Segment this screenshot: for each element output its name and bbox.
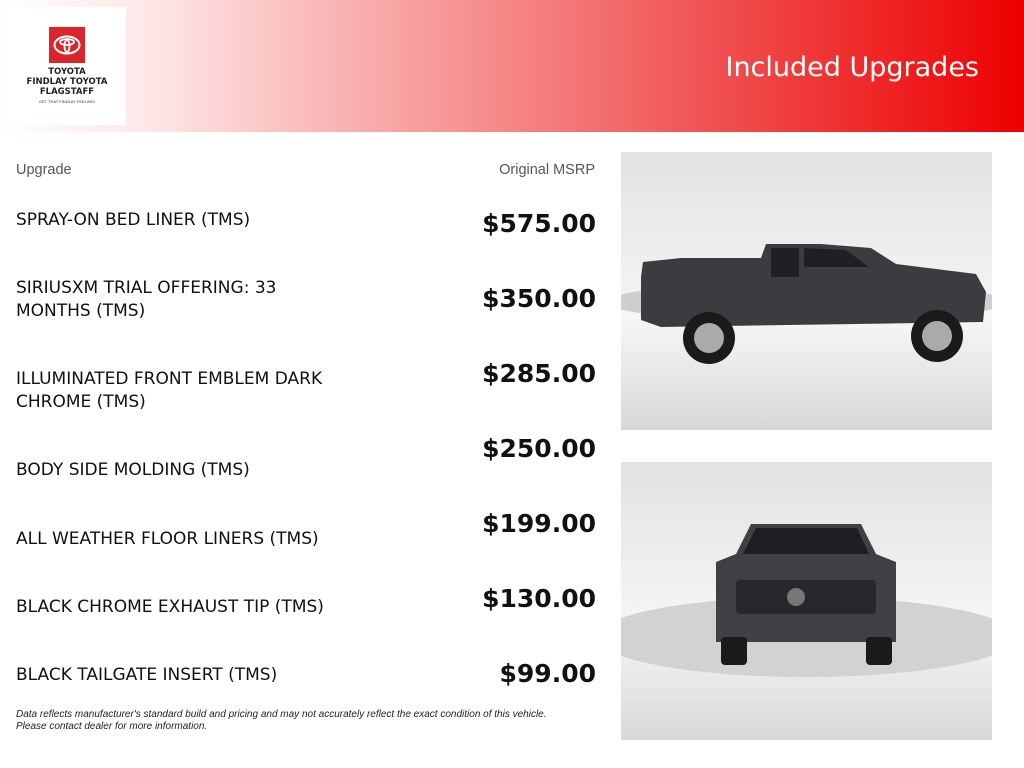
upgrade-name: SIRIUSXM TRIAL OFFERING: 33 MONTHS (TMS) bbox=[16, 278, 277, 321]
vehicle-side-photo bbox=[621, 152, 992, 430]
upgrade-price: $130.00 bbox=[482, 584, 596, 613]
page-title: Included Upgrades bbox=[725, 52, 979, 83]
vehicle-front-photo bbox=[621, 462, 992, 740]
upgrade-name: ALL WEATHER FLOOR LINERS (TMS) bbox=[16, 529, 319, 549]
dealer-logo: TOYOTA FINDLAY TOYOTA FLAGSTAFF GET THAT FINDLAY FEELING! bbox=[8, 7, 126, 125]
column-header-msrp: Original MSRP bbox=[499, 162, 595, 178]
upgrade-name: BLACK TAILGATE INSERT (TMS) bbox=[16, 665, 278, 685]
upgrade-name: ILLUMINATED FRONT EMBLEM DARK CHROME (TMS) bbox=[16, 369, 323, 412]
upgrade-name: BODY SIDE MOLDING (TMS) bbox=[16, 460, 250, 480]
upgrade-price: $250.00 bbox=[482, 434, 596, 463]
disclaimer: Data reflects manufacturer's standard build and pricing and may not accurately reflect the exact condition of this vehicle. Please contact dealer for more information. bbox=[16, 709, 547, 732]
upgrade-name: BLACK CHROME EXHAUST TIP (TMS) bbox=[16, 597, 324, 617]
upgrade-price: $350.00 bbox=[482, 284, 596, 313]
upgrade-name: SPRAY-ON BED LINER (TMS) bbox=[16, 210, 251, 230]
header-banner bbox=[0, 0, 1024, 132]
upgrade-price: $99.00 bbox=[499, 659, 596, 688]
toyota-emblem-icon bbox=[49, 27, 85, 63]
upgrade-price: $285.00 bbox=[482, 359, 596, 388]
upgrade-price: $199.00 bbox=[482, 509, 596, 538]
upgrade-price: $575.00 bbox=[482, 209, 596, 238]
column-header-upgrade: Upgrade bbox=[16, 162, 72, 178]
